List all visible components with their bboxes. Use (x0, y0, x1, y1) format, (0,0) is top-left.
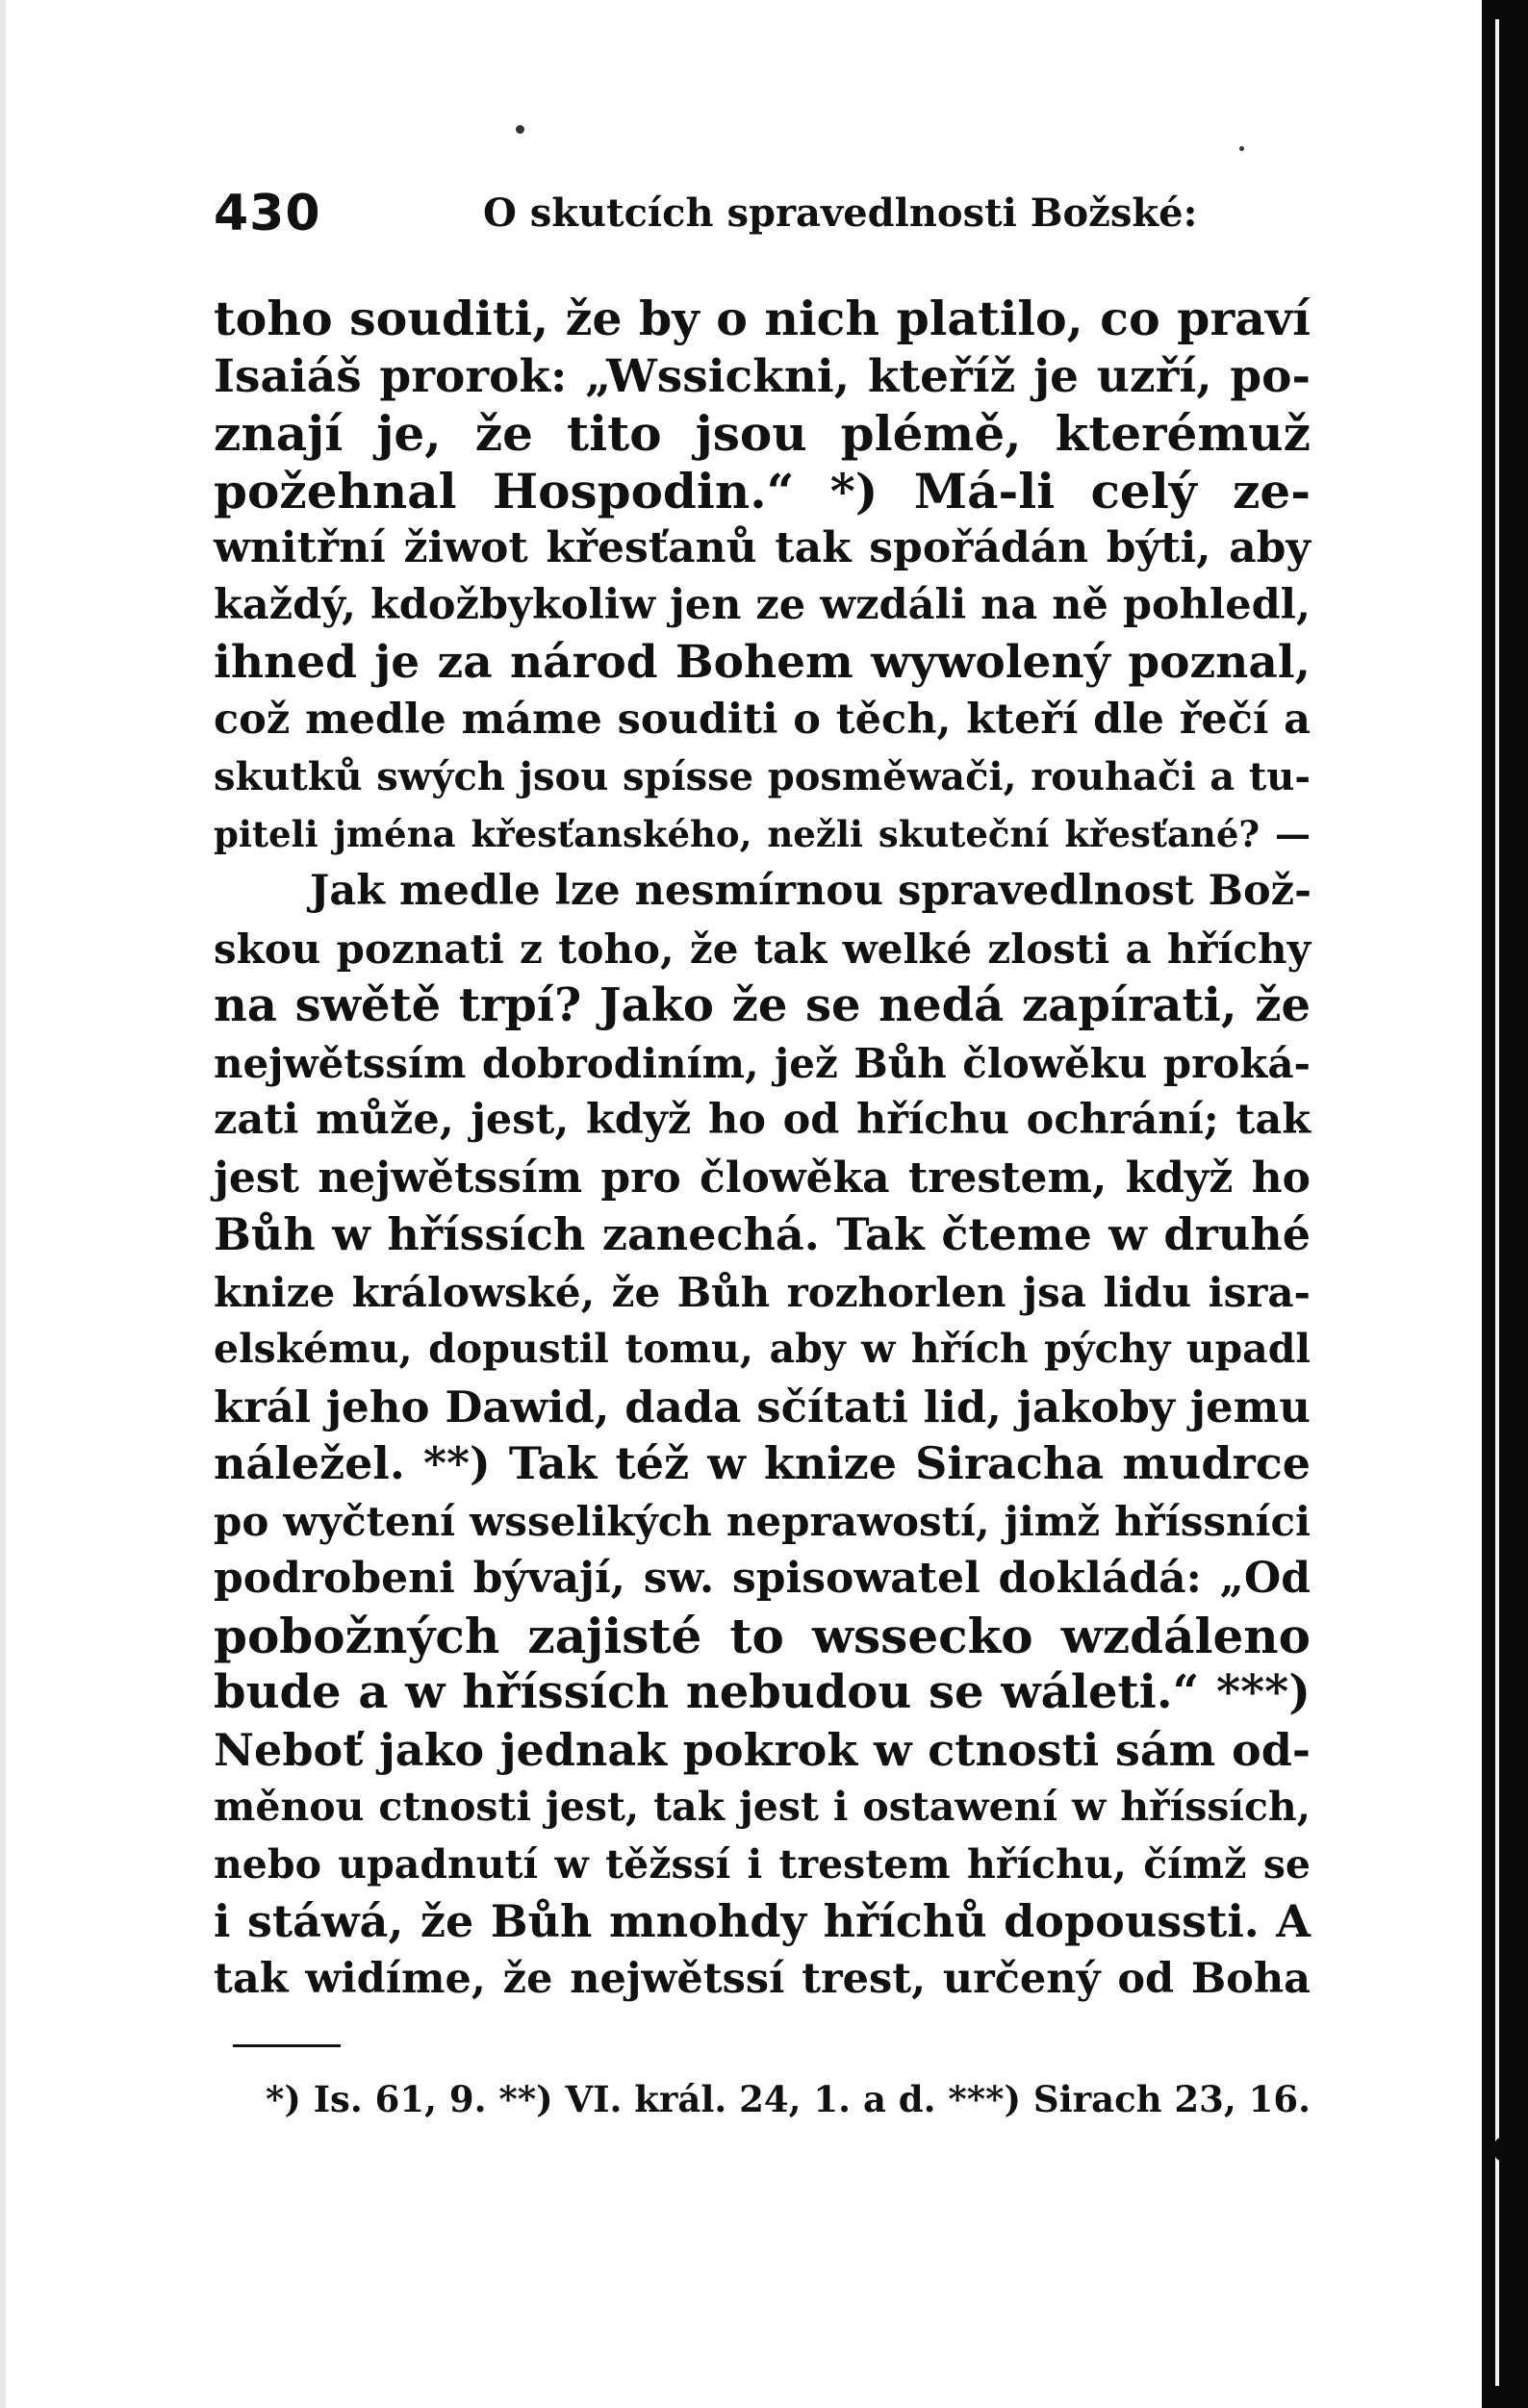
text-line: požehnal Hospodin.“ *) Má-li celý ze- (214, 462, 1311, 520)
text-line: nejwětssím dobrodiním, jež Bůh člowěku proká- (214, 1039, 1311, 1087)
text-line: Isaiáš prorok: „Wssickni, kteříž je uzří, po- (214, 349, 1311, 403)
text-line: po wyčtení wsselikých neprawostí, jimž hříssníci (214, 1497, 1311, 1545)
page-right-edge-shadow (1482, 0, 1528, 2408)
text-line: Jak medle lze nesmírnou spravedlnost Bož- (310, 867, 1312, 915)
text-line: tak widíme, že nejwětssí trest, určený od Boha (214, 1954, 1311, 2003)
text-line: král jeho Dawid, dada sčítati lid, jakoby jemu (214, 1381, 1311, 1432)
text-line: Bůh w hříssích zanechá. Tak čteme w druhé (214, 1208, 1311, 1260)
text-line: ihned je za národ Bohem wywolený poznal, (214, 636, 1311, 689)
text-line: skutků swých jsou spísse posměwači, rouhači a tu- (214, 754, 1311, 799)
footnotes: *) Is. 61, 9. **) VI. král. 24, 1. a d. ***) Sirach 23, 16. (266, 2078, 1312, 2120)
body-text (214, 291, 1311, 2008)
page-header (214, 185, 1330, 252)
text-line: knize králowské, že Bůh rozhorlen jsa lidu isra- (214, 1268, 1311, 1316)
print-speck (516, 125, 524, 134)
text-line: měnou ctnosti jest, tak jest i ostawení w hříssích, (214, 1784, 1311, 1830)
text-line: zati může, jest, když ho od hříchu ochrání; tak (214, 1096, 1311, 1144)
text-line: Neboť jako jednak pokrok w ctnosti sám od- (214, 1723, 1311, 1776)
text-line: jest nejwětssím pro člowěka trestem, když ho (214, 1153, 1311, 1203)
text-line: každý, kdožbykoliw jen ze wzdáli na ně pohledl, (214, 580, 1311, 629)
text-line: nebo upadnutí w těžssí i trestem hříchu, čímž se (214, 1840, 1311, 1888)
text-line: podrobeni bývají, sw. spisowatel dokládá: „Od (214, 1554, 1311, 1603)
print-speck (1493, 2138, 1509, 2161)
text-line: wnitřní žiwot křesťanů tak spořádán býti, aby (214, 523, 1311, 572)
text-line: i stáwá, že Bůh mnohdy hříchů dopoussti. A (214, 1895, 1311, 1947)
text-line: což medle máme souditi o těch, kteří dle řečí a (214, 695, 1311, 744)
text-line: pobožných zajisté to wssecko wzdáleno (214, 1607, 1311, 1664)
text-line: toho souditi, že by o nich platilo, co praví (214, 291, 1311, 346)
text-line: skou poznati z toho, že tak welké zlosti a hříchy (214, 925, 1311, 973)
page-left-edge (0, 0, 6, 2408)
page-edge-highlight (1495, 19, 1499, 2386)
running-head: O skutcích spravedlnosti Božské: (483, 190, 1198, 236)
print-speck (1239, 146, 1244, 151)
text-line: elskému, dopustil tomu, aby w hřích pýchy upadl (214, 1326, 1311, 1372)
text-line: znají je, že tito jsou plémě, kterémuž (214, 405, 1311, 462)
text-line: bude a w hříssích nebudou se wáleti.“ ***) (214, 1665, 1311, 1719)
text-line: piteli jména křesťanského, nežli skuteční křesťané? — (214, 812, 1311, 855)
text-line: na swětě trpí? Jako že se nedá zapírati, že (214, 978, 1311, 1032)
page-number: 430 (214, 185, 321, 242)
text-line: náležel. **) Tak též w knize Siracha mudrce (214, 1437, 1311, 1489)
footnote-divider (233, 2044, 341, 2047)
